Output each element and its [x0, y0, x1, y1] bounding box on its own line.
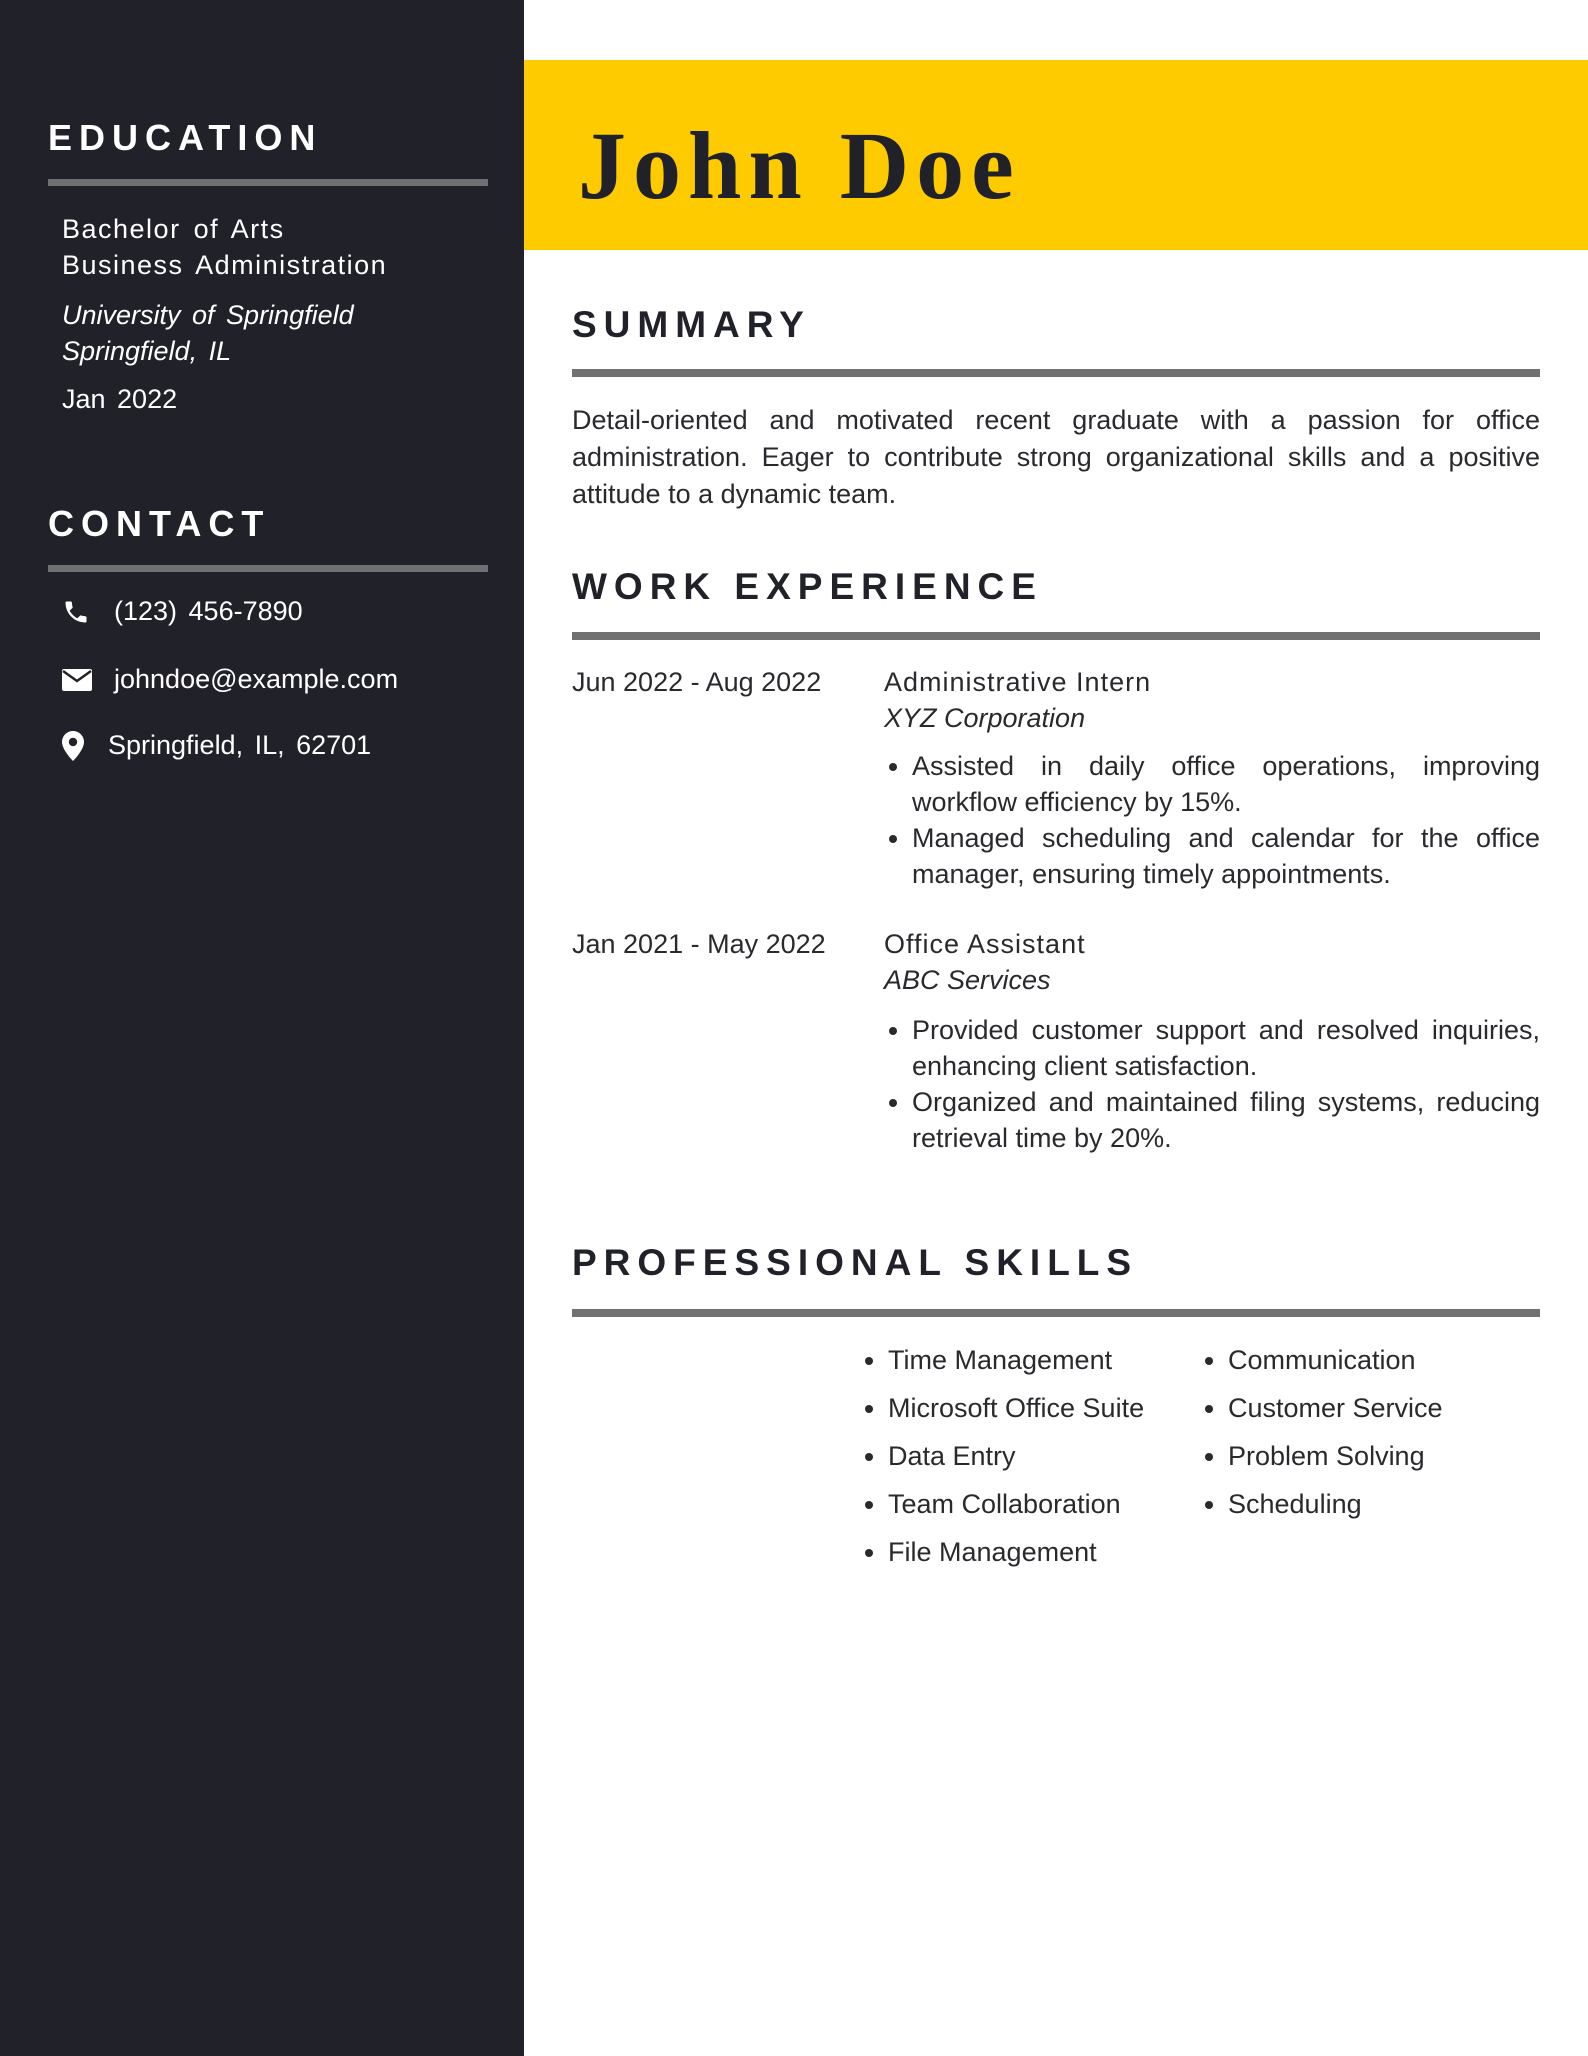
- skill-item: • Microsoft Office Suite: [888, 1384, 1144, 1432]
- skill-item: • Scheduling: [1228, 1480, 1443, 1528]
- skills-heading: PROFESSIONAL SKILLS: [572, 1242, 1139, 1283]
- degree-line-1: Bachelor of Arts: [62, 214, 285, 244]
- contact-phone: [62, 596, 303, 627]
- job-title: Administrative Intern: [884, 667, 1152, 697]
- graduation-date: Jan 2022: [62, 384, 178, 414]
- school-name: University of Springfield: [62, 300, 354, 330]
- school-location: Springfield, IL: [62, 336, 232, 366]
- map-pin-icon: [62, 731, 108, 761]
- job-bullet: • Provided customer support and resolved inquiries, enhancing client satisfaction.: [912, 1012, 1540, 1084]
- skill-item: • Data Entry: [888, 1432, 1144, 1480]
- skills-column-2: [1196, 1336, 1443, 1528]
- email-address[interactable]: johndoe@example.com: [114, 664, 399, 694]
- degree-line-2: Business Administration: [62, 250, 388, 280]
- summary-divider: [572, 369, 1540, 377]
- skill-item: • Problem Solving: [1228, 1432, 1443, 1480]
- skill-item: • Communication: [1228, 1336, 1443, 1384]
- job-company: XYZ Corporation: [884, 703, 1086, 733]
- contact-address: [62, 730, 371, 761]
- job-dates: Jun 2022 - Aug 2022: [572, 667, 822, 697]
- first-name: John: [578, 112, 809, 219]
- education-block: [62, 211, 387, 417]
- skill-item: • Customer Service: [1228, 1384, 1443, 1432]
- phone-icon: [62, 598, 114, 626]
- job-bullet: • Assisted in daily office operations, improving workflow efficiency by 15%.: [912, 748, 1540, 820]
- contact-divider: [48, 565, 488, 572]
- job-bullets: [884, 1012, 1540, 1156]
- skills-column-1: [856, 1336, 1144, 1576]
- job-bullet: • Organized and maintained filing systems, reducing retrieval time by 20%.: [912, 1084, 1540, 1156]
- skills-divider: [572, 1309, 1540, 1317]
- skill-item: • File Management: [888, 1528, 1144, 1576]
- work-experience-divider: [572, 632, 1540, 640]
- education-heading: EDUCATION: [48, 117, 323, 158]
- job-dates: Jan 2021 - May 2022: [572, 929, 826, 959]
- phone-number[interactable]: (123) 456-7890: [114, 596, 303, 626]
- contact-heading: CONTACT: [48, 503, 271, 544]
- skill-item: • Time Management: [888, 1336, 1144, 1384]
- job-bullets: [884, 748, 1540, 892]
- sidebar: [0, 0, 524, 2056]
- summary-heading: SUMMARY: [572, 304, 811, 345]
- address-text: Springfield, IL, 62701: [108, 730, 372, 760]
- skill-item: • Team Collaboration: [888, 1480, 1144, 1528]
- work-experience-heading: WORK EXPERIENCE: [572, 566, 1043, 607]
- summary-text: Detail-oriented and motivated recent graduate with a passion for office administration. Eager to contribute strong organizational skills and a positive attitude to a dynamic team.: [572, 405, 1540, 509]
- education-divider: [48, 179, 488, 186]
- contact-email: [62, 664, 398, 695]
- envelope-icon: [62, 669, 114, 691]
- last-name: Doe: [839, 112, 1021, 219]
- candidate-name: [578, 110, 1021, 221]
- job-company: ABC Services: [884, 965, 1051, 995]
- job-title: Office Assistant: [884, 929, 1086, 959]
- job-bullet: • Managed scheduling and calendar for the office manager, ensuring timely appointments.: [912, 820, 1540, 892]
